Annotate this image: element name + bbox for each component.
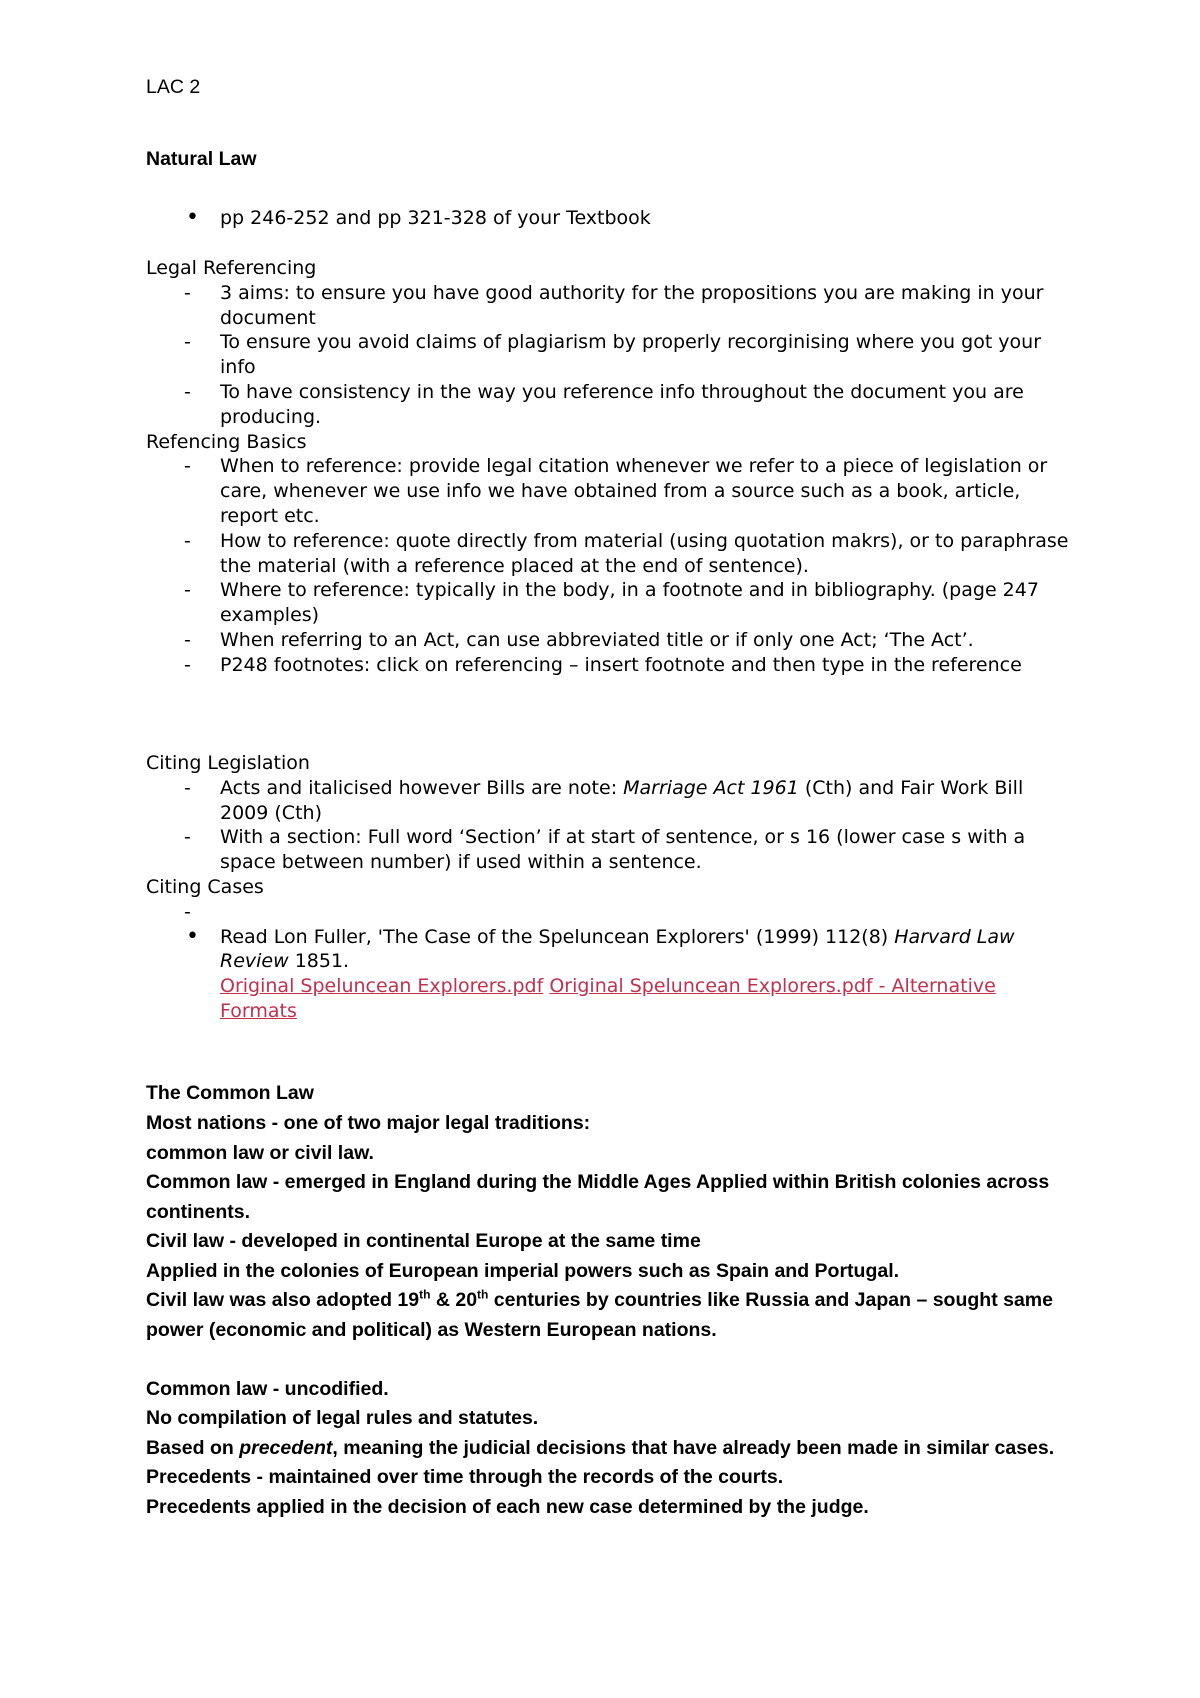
citing-legislation-list bbox=[146, 776, 1076, 875]
list-item: - P248 footnotes: click on referencing – insert footnote and then type in the reference bbox=[184, 653, 1022, 676]
textbook-pages: pp 246-252 and pp 321-328 of your Textbook bbox=[220, 207, 651, 229]
common-law-paragraph: Common law - uncodified. bbox=[146, 1377, 389, 1400]
bullet-icon: • bbox=[186, 923, 199, 949]
referencing-basics-list bbox=[146, 454, 1076, 677]
natural-law-list bbox=[146, 206, 1076, 231]
dash-marker: - bbox=[184, 579, 191, 602]
list-item: - When to reference: provide legal citation whenever we refer to a piece of legislation or care, whenever we use info we have obtained from a source such as a book, article, report etc. bbox=[184, 455, 1048, 527]
common-law-paragraph: common law or civil law. bbox=[146, 1141, 374, 1164]
dash-marker: - bbox=[184, 529, 191, 552]
dash-marker: - bbox=[184, 653, 191, 676]
common-law-paragraph: No compilation of legal rules and statutes. bbox=[146, 1407, 539, 1429]
citing-cases-list bbox=[146, 900, 1076, 1024]
list-item: - How to reference: quote directly from material (using quotation makrs), or to paraphrase the material (with a reference placed at the end of sentence). bbox=[184, 529, 1069, 577]
citing-section bbox=[146, 751, 1076, 1024]
common-law-paragraph: Most nations - one of two major legal traditions: bbox=[146, 1112, 591, 1134]
list-item: - Where to reference: typically in the body, in a footnote and in bibliography. (page 247 examples) bbox=[184, 579, 1039, 627]
dash-marker: - bbox=[184, 455, 191, 478]
common-law-paragraph: Based on precedent, meaning the judicial decisions that have already been made in similar cases. bbox=[146, 1436, 1055, 1459]
blank-line bbox=[146, 1345, 1076, 1375]
dash-marker: - bbox=[184, 900, 191, 923]
legal-referencing-list bbox=[146, 281, 1076, 430]
dash-marker: - bbox=[184, 331, 191, 354]
speluncean-pdf-link[interactable]: Original Speluncean Explorers.pdf bbox=[220, 975, 544, 998]
common-law-body bbox=[146, 1109, 1076, 1522]
list-item: - When referring to an Act, can use abbreviated title or if only one Act; ‘The Act’. bbox=[184, 628, 974, 651]
list-item bbox=[146, 206, 1076, 231]
list-item: - With a section: Full word ‘Section’ if at start of sentence, or s 16 (lower case s with a space between number) if used within a sentence. bbox=[184, 826, 1026, 874]
common-law-heading: The Common Law bbox=[146, 1082, 314, 1104]
list-item: • Read Lon Fuller, 'The Case of the Speluncean Explorers' (1999) 112(8) Harvard Law Review 1851. Original Speluncean Explorers.pdf Original Speluncean Explorers.pdf - Alternative Formats bbox=[186, 923, 1015, 1022]
dash-marker: - bbox=[184, 776, 191, 799]
dash-marker: - bbox=[184, 826, 191, 849]
list-item: - To have consistency in the way you reference info throughout the document you are producing. bbox=[184, 380, 1024, 428]
citing-cases-heading: Citing Cases bbox=[146, 875, 264, 898]
list-item: - To ensure you avoid claims of plagiarism by properly recorginising where you got your info bbox=[184, 331, 1042, 379]
referencing-basics-heading: Refencing Basics bbox=[146, 430, 307, 453]
bullet-icon: • bbox=[186, 205, 199, 230]
list-item bbox=[146, 900, 1076, 925]
dash-marker: - bbox=[184, 281, 191, 304]
dash-marker: - bbox=[184, 628, 191, 651]
common-law-paragraph: Applied in the colonies of European imperial powers such as Spain and Portugal. bbox=[146, 1259, 900, 1282]
common-law-paragraph: Civil law was also adopted 19th & 20th centuries by countries like Russia and Japan – sought same power (economic and political) as Western European nations. bbox=[146, 1287, 1053, 1341]
speluncean-alt-formats-link[interactable]: Original Speluncean Explorers.pdf - Alternative Formats bbox=[220, 975, 996, 1022]
list-item: - Acts and italicised however Bills are note: Marriage Act 1961 (Cth) and Fair Work Bill 2009 (Cth) bbox=[184, 776, 1024, 824]
citing-legislation-heading: Citing Legislation bbox=[146, 752, 310, 774]
referencing-section bbox=[146, 256, 1076, 678]
common-law-paragraph: Civil law - developed in continental Europe at the same time bbox=[146, 1230, 701, 1252]
document-title: LAC 2 bbox=[146, 76, 201, 98]
common-law-paragraph: Precedents applied in the decision of each new case determined by the judge. bbox=[146, 1495, 869, 1518]
natural-law-heading: Natural Law bbox=[146, 148, 257, 170]
legal-referencing-heading: Legal Referencing bbox=[146, 257, 317, 279]
dash-marker: - bbox=[184, 380, 191, 403]
list-item: - 3 aims: to ensure you have good authority for the propositions you are making in your document bbox=[184, 281, 1044, 329]
common-law-paragraph: Common law - emerged in England during the Middle Ages Applied within British colonies across continents. bbox=[146, 1171, 1050, 1223]
common-law-paragraph: Precedents - maintained over time through the records of the courts. bbox=[146, 1466, 784, 1488]
